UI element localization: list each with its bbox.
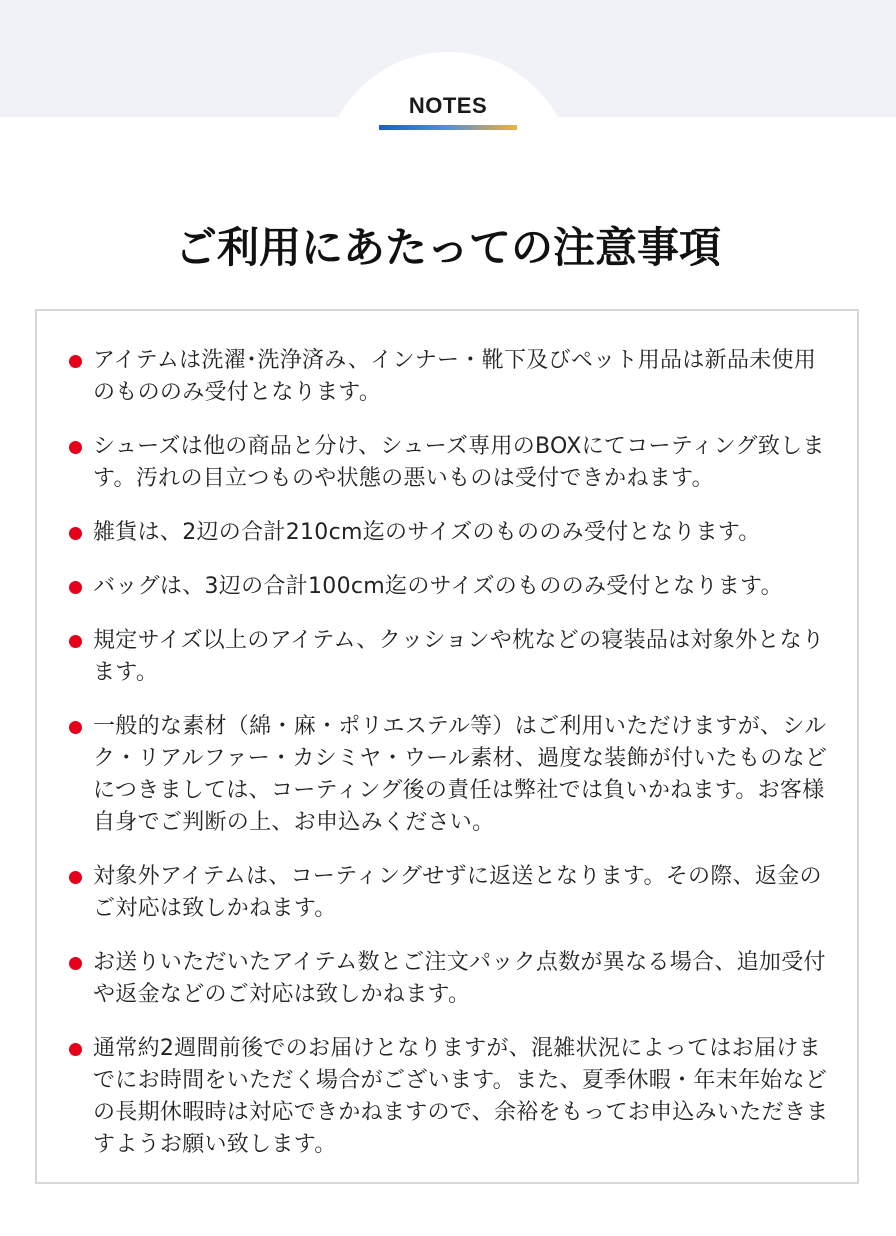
note-item [67, 517, 837, 549]
note-text: 対象外アイテムは、コーティングせずに返送となります。その際、返金のご対応は致しかねます。 [93, 864, 822, 921]
note-item [67, 861, 837, 925]
note-item [67, 345, 837, 409]
bullet-icon [69, 635, 82, 648]
notes-underline [379, 125, 517, 130]
bullet-icon [69, 1043, 82, 1056]
note-item [67, 1033, 837, 1161]
note-text: 一般的な素材（綿・麻・ポリエステル等）はご利用いただけますが、シルク・リアルファー・カシミヤ・ウール素材、過度な装飾が付いたものなどにつきましては、コーティング後の責任は弊社では負いかねます。お客様自身でご判断の上、お申込みください。 [93, 714, 828, 835]
note-text: シューズは他の商品と分け、シューズ専用のBOXにてコーティング致します。汚れの目立つものや状態の悪いものは受付できかねます。 [93, 434, 825, 491]
bullet-icon [69, 721, 82, 734]
note-item [67, 625, 837, 689]
notes-list [67, 345, 837, 1161]
note-item [67, 711, 837, 839]
bullet-icon [69, 581, 82, 594]
note-item [67, 571, 837, 603]
note-text: 規定サイズ以上のアイテム、クッションや枕などの寝装品は対象外となります。 [93, 628, 825, 685]
note-text: 通常約2週間前後でのお届けとなりますが、混雑状況によってはお届けまでにお時間をいただく場合がございます。また、夏季休暇・年末年始などの長期休暇時は対応できかねますので、余裕をもってお申込みいただきますようお願い致します。 [93, 1036, 829, 1157]
page-title: ご利用にあたっての注意事項 [174, 223, 721, 272]
bullet-icon [69, 871, 82, 884]
note-item [67, 947, 837, 1011]
note-text: 雑貨は、2辺の合計210cm迄のサイズのもののみ受付となります。 [93, 520, 761, 545]
notes-label: NOTES [408, 93, 488, 118]
bullet-icon [69, 441, 82, 454]
note-text: アイテムは洗濯･洗浄済み、インナー・靴下及びペット用品は新品未使用のもののみ受付となります。 [93, 348, 817, 405]
note-item [67, 431, 837, 495]
bullet-icon [69, 527, 82, 540]
bullet-icon [69, 957, 82, 970]
note-text: お送りいただいたアイテム数とご注文パック点数が異なる場合、追加受付や返金などのご対応は致しかねます。 [93, 950, 826, 1007]
bullet-icon [69, 355, 82, 368]
notes-box [35, 309, 859, 1184]
note-text: バッグは、3辺の合計100cm迄のサイズのもののみ受付となります。 [93, 574, 783, 599]
